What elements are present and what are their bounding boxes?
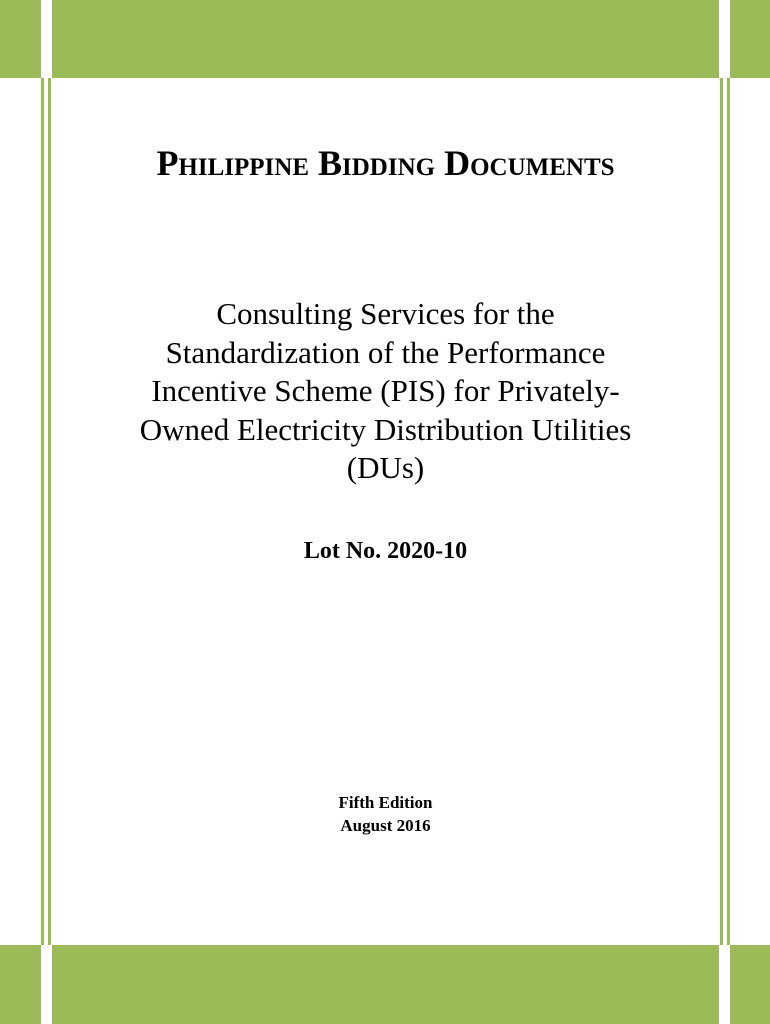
document-title: Philippine Bidding Documents: [156, 143, 615, 183]
bottom-left-green-block: [0, 945, 41, 1024]
left-outer-border-line: [41, 78, 44, 945]
edition-date: August 2016: [340, 816, 431, 835]
subject-line: Standardization of the Performance: [165, 334, 606, 370]
subject-line: Incentive Scheme (PIS) for Privately-: [151, 373, 620, 408]
project-subject: [82, 295, 689, 488]
subject-line: Consulting Services for the: [216, 296, 555, 331]
edition-info: [52, 791, 719, 837]
top-left-green-block: [0, 0, 41, 78]
subject-line: (DUs): [346, 450, 425, 485]
top-right-green-block: [730, 0, 770, 78]
top-green-banner: [52, 0, 719, 78]
bottom-right-green-block: [730, 945, 770, 1024]
cover-content: [52, 78, 719, 945]
edition-label: Fifth Edition: [338, 793, 433, 812]
left-inner-border-line: [48, 78, 51, 945]
right-outer-border-line: [727, 78, 730, 945]
subject-line: Owned Electricity Distribution Utilities: [139, 411, 632, 447]
lot-number: Lot No. 2020-10: [303, 538, 468, 564]
bottom-green-banner: [52, 945, 719, 1024]
right-inner-border-line: [720, 78, 723, 945]
